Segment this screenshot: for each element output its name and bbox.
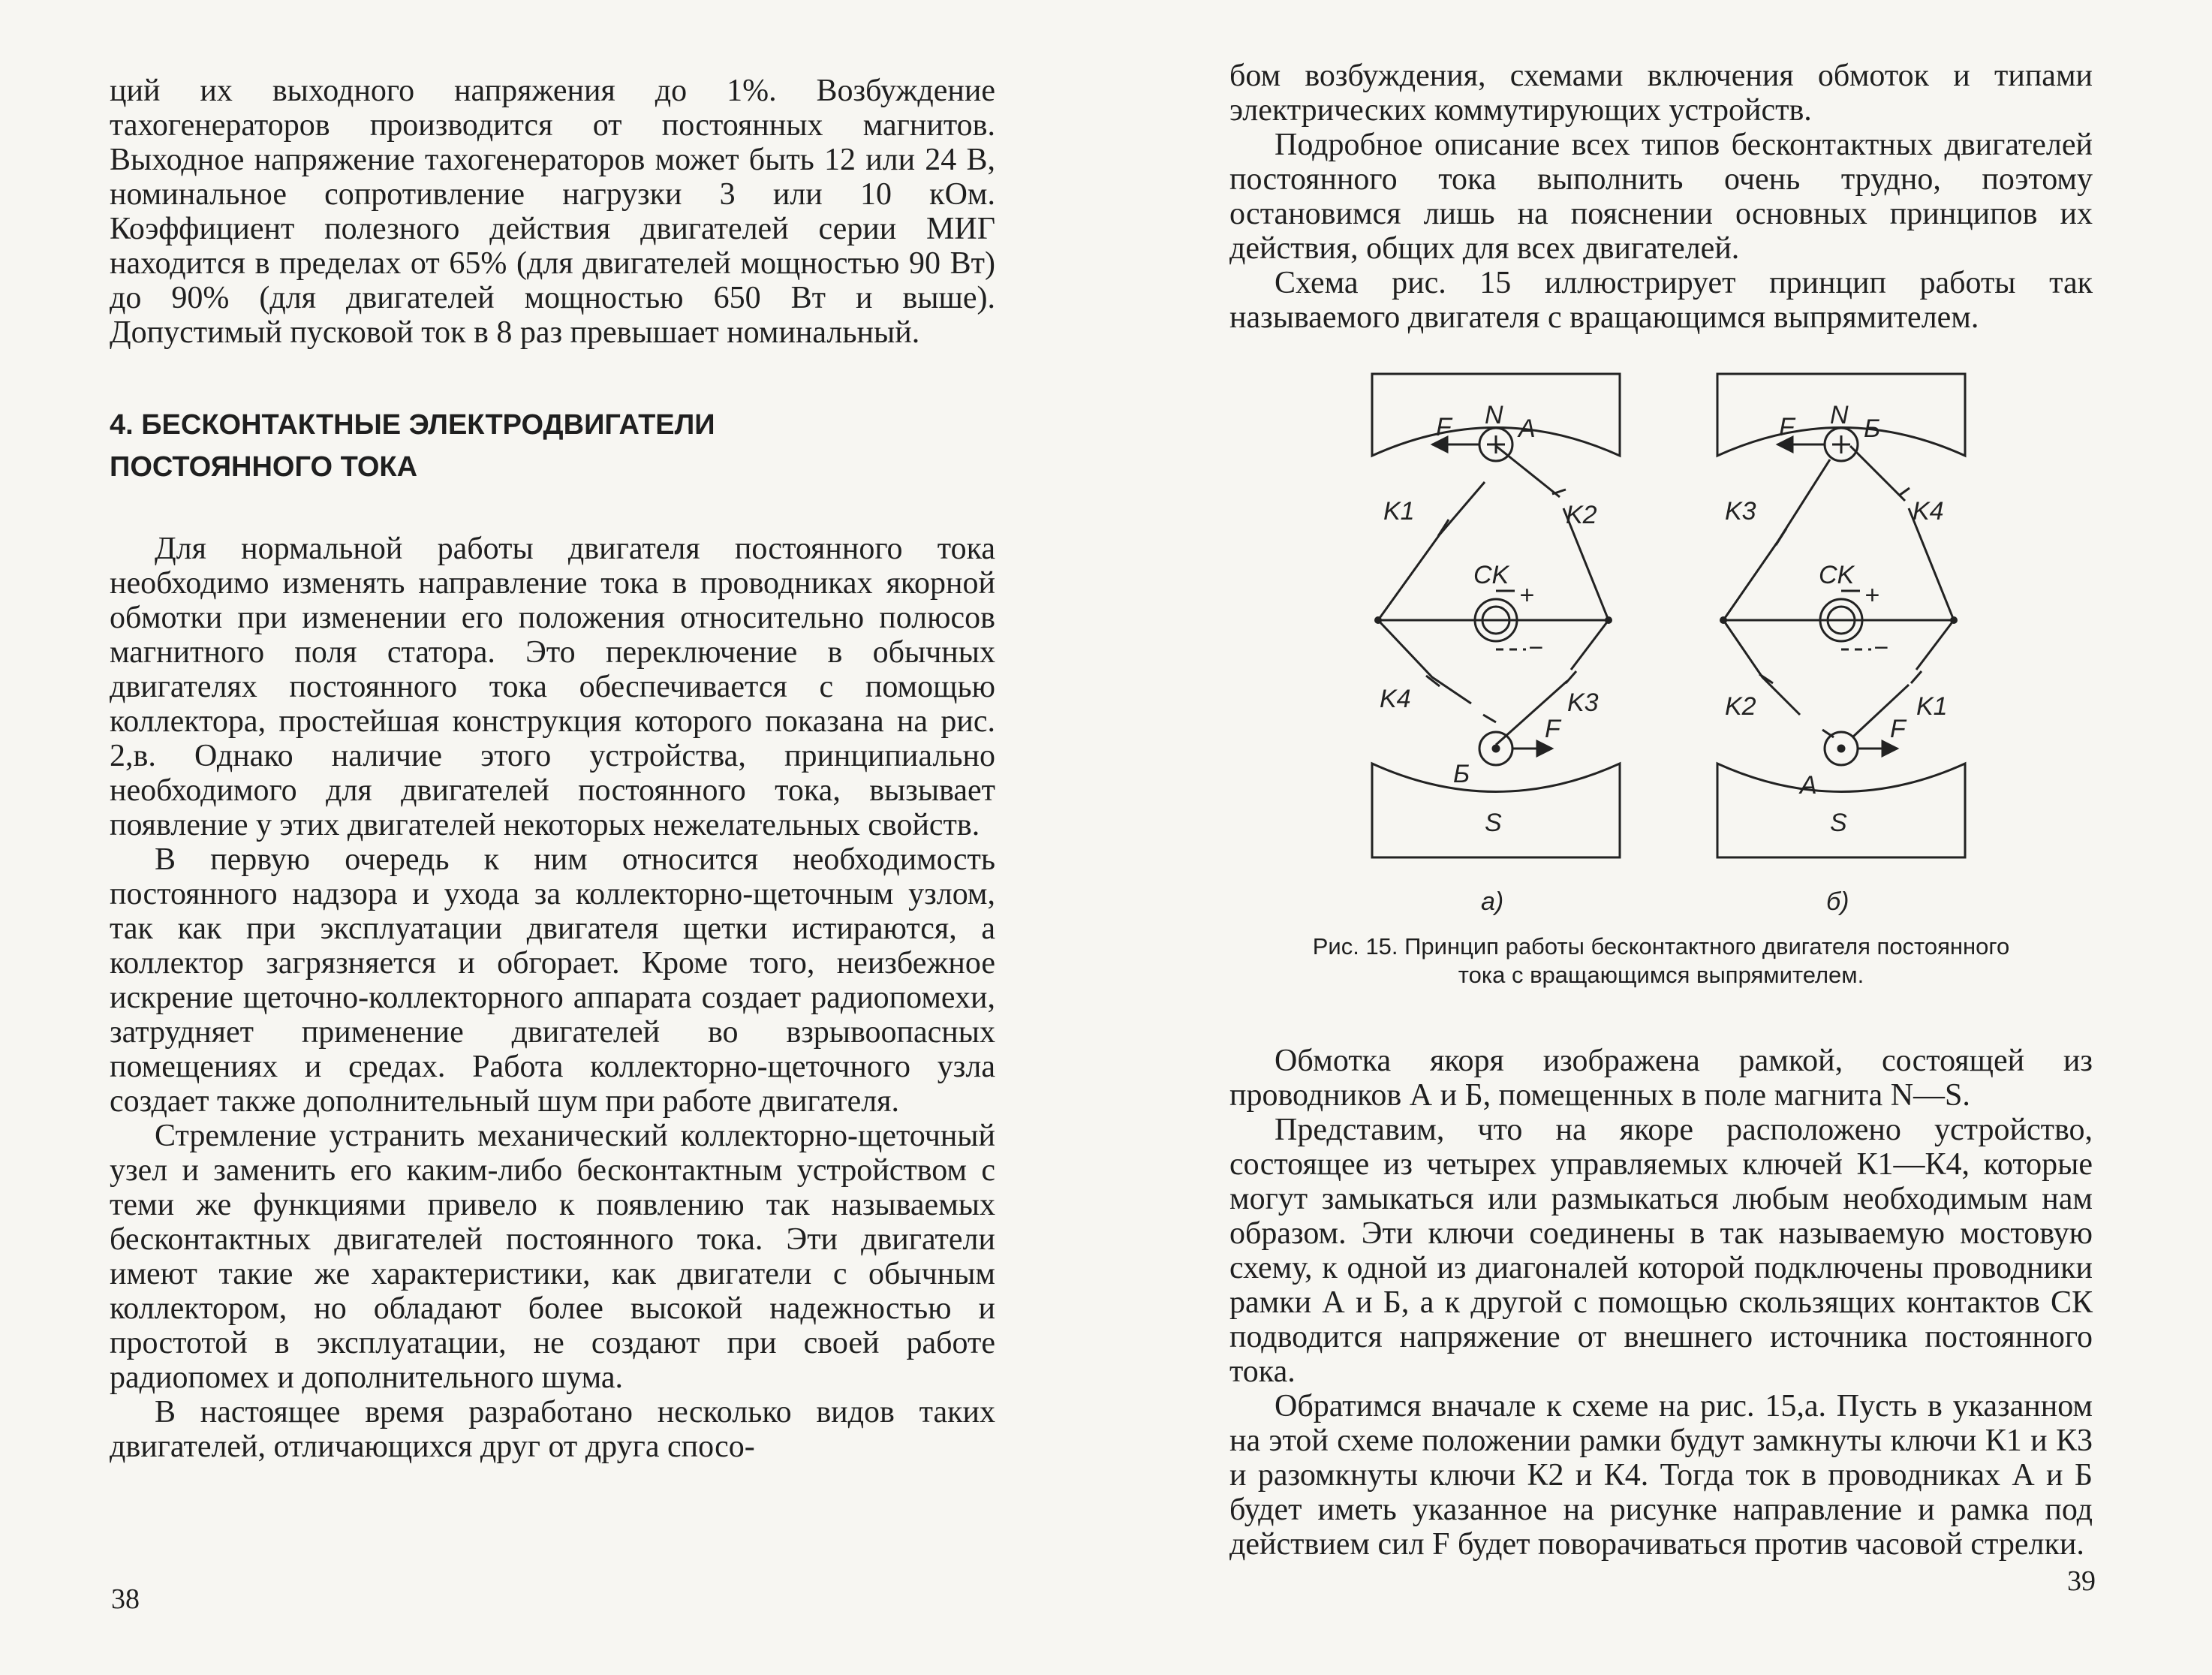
label-key-lr-a: K3 — [1567, 688, 1599, 717]
label-conductor-bottom-b: A — [1800, 771, 1817, 800]
paragraph: ций их выходного напряжения до 1%. Возбуждение тахогенераторов производится от постоянных магнитов. Выходное напряжение тахогенераторов может быть 12 или 24 В, номинальное сопротивление нагрузки 3 или 10 кОм. Коэффициент полезного действия двигателей серии МИГ находится в пределах от 65% (для двигателей мощностью 90 Вт) до 90% (для двигателей мощностью 650 Вт и выше). Допустимый пусковой ток в 8 раз превышает номинальный. — [110, 74, 995, 350]
label-minus-b: − — [1873, 634, 1888, 662]
label-plus-a: + — [1519, 581, 1534, 610]
label-key-ur-a: K2 — [1566, 501, 1597, 529]
figure-caption-line-1: Рис. 15. Принцип работы бесконтактного двигателя постоянного — [1312, 933, 2010, 960]
label-conductor-top-a: A — [1518, 414, 1536, 443]
label-conductor-bottom-a: Б — [1453, 760, 1470, 788]
label-sc-a: CK — [1473, 561, 1509, 589]
label-key-ll-b: K2 — [1725, 692, 1756, 721]
label-key-ll-a: K4 — [1380, 685, 1411, 713]
label-pole-n-b: N — [1830, 401, 1849, 429]
paragraph: В первую очередь к ним относится необходимость постоянного надзора и ухода за коллекторно-щеточным узлом, так как при эксплуатации двигателя щетки истираются, а коллектор загрязняется и обгорает. Кроме того, неизбежное искрение щеточно-коллекторного аппарата создает радиопомехи, затрудняет применение двигателей во взрывоопасных помещениях и средах. Работа коллекторно-щеточного узла создает также дополнительный шум при работе двигателя. — [110, 842, 995, 1119]
label-minus-a: − — [1528, 634, 1543, 662]
paragraph: бом возбуждения, схемами включения обмоток и типами электрических коммутирующих устройств. — [1229, 59, 2093, 128]
label-conductor-top-b: Б — [1864, 414, 1881, 443]
figure-caption — [1229, 932, 2093, 990]
paragraph: Стремление устранить механический коллекторно-щеточный узел и заменить его каким-либо бесконтактным устройством с теми же функциями привело к появлению так называемых бесконтактных двигателей постоянного тока. Эти двигатели имеют такие же характеристики, как двигатели с обычным коллектором, но обладают более высокой надежностью и простотой в эксплуатации, не создают при своей работе радиопомех и дополнительного шума. — [110, 1119, 995, 1395]
figure-15 — [1229, 362, 2093, 932]
paragraph: Представим, что на якоре расположено устройство, состоящее из четырех управляемых ключей К1—К4, которые могут замыкаться или размыкаться любым необходимым нам образом. Эти ключи соединены в так называемую мостовую схему, к одной из диагоналей которой подключены проводники рамки А и Б, а к другой с помощью скользящих контактов СК подводится напряжение от внешнего источника постоянного тока. — [1229, 1113, 2093, 1389]
label-force-top-b: F — [1779, 413, 1795, 441]
label-force-bottom-b: F — [1890, 715, 1906, 743]
paragraph: Подробное описание всех типов бесконтактных двигателей постоянного тока выполнить очень трудно, поэтому остановимся лишь на пояснении основных принципов их действия, общих для всех двигателей. — [1229, 128, 2093, 266]
paragraph: В настоящее время разработано несколько видов таких двигателей, отличающихся друг от друга спосо- — [110, 1395, 995, 1464]
section-heading-line-1: 4. БЕСКОНТАКТНЫЕ ЭЛЕКТРОДВИГАТЕЛИ — [110, 409, 715, 441]
label-pole-s-b: S — [1830, 809, 1847, 837]
label-sc-b: CK — [1819, 561, 1855, 589]
paragraph: Обратимся вначале к схеме на рис. 15,а. Пусть в указанном на этой схеме положении рамки будут замкнуты ключи К1 и К3 и разомкнуты ключи К2 и К4. Тогда ток в проводниках А и Б будет иметь указанное на рисунке направление и рамка под действием сил F будет поворачиваться против часовой стрелки. — [1229, 1389, 2093, 1562]
paragraph: Обмотка якоря изображена рамкой, состоящей из проводников А и Б, помещенных в поле магнита N—S. — [1229, 1044, 2093, 1113]
left-text-column — [110, 74, 995, 1464]
right-page — [1106, 0, 2212, 1675]
label-plus-b: + — [1864, 581, 1879, 610]
label-key-ur-b: K4 — [1913, 497, 1944, 526]
sublabel-a: а) — [1481, 887, 1504, 916]
label-key-ul-a: K1 — [1383, 497, 1415, 526]
label-force-top-a: F — [1436, 413, 1452, 441]
paragraph: Для нормальной работы двигателя постоянного тока необходимо изменять направление тока в проводниках якорной обмотки при изменении его положения относительно полюсов магнитного поля статора. Это переключение в обычных двигателях постоянного тока обеспечивается с помощью коллектора, простейшая конструкция которого показана на рис. 2,в. Однако наличие этого устройства, принципиально необходимого для двигателей постоянного тока, вызывает появление у этих двигателей некоторых нежелательных свойств. — [110, 532, 995, 842]
sublabel-b: б) — [1826, 887, 1849, 916]
label-key-lr-b: K1 — [1916, 692, 1948, 721]
right-text-column — [1229, 59, 2093, 1562]
page-number: 38 — [111, 1583, 140, 1615]
figure-caption-line-2: тока с вращающимся выпрямителем. — [1458, 962, 1864, 988]
label-pole-s-a: S — [1485, 809, 1502, 837]
label-force-bottom-a: F — [1545, 715, 1560, 743]
page-number: 39 — [2067, 1565, 2096, 1597]
figure-15-schematic — [1229, 362, 2093, 932]
label-key-ul-b: K3 — [1725, 497, 1756, 526]
label-pole-n-a: N — [1485, 401, 1503, 429]
section-heading-line-2: ПОСТОЯННОГО ТОКА — [110, 451, 418, 483]
paragraph: Схема рис. 15 иллюстрирует принцип работы так называемого двигателя с вращающимся выпрямителем. — [1229, 266, 2093, 335]
